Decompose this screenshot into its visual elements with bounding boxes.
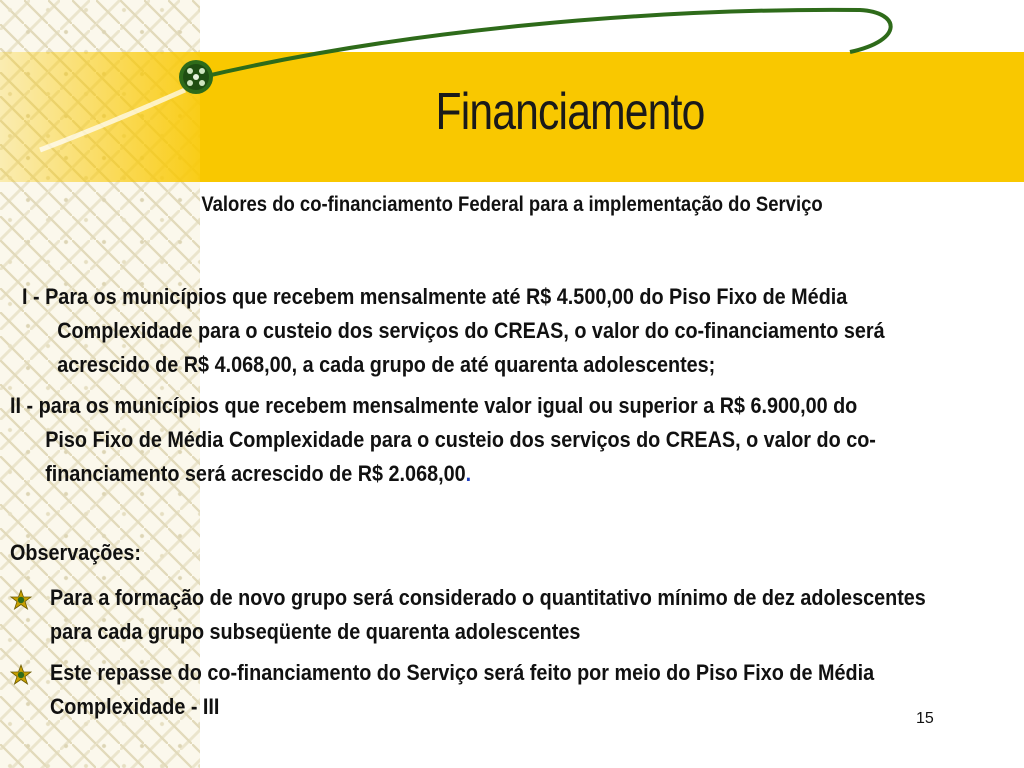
observations-label: Observações: [10,540,141,565]
paragraph-2-end: . [465,461,472,486]
slide-number: 15 [916,710,934,727]
bullet-item-2 [10,656,1010,724]
title-band-left [0,52,200,182]
bullet-2-text: Este repasse do co-financiamento do Serviço será feito por meio do Piso Fixo de Média Complexidade - III [50,660,875,719]
slide-subtitle: Valores do co-financiamento Federal para a implementação do Serviço [201,193,823,216]
bullet-1-text: Para a formação de novo grupo será considerado o quantitativo mínimo de dez adolescentes para cada grupo subseqüente de quarenta adolescentes [50,585,926,644]
paragraph-1-text: I - Para os municípios que recebem mensalmente até R$ 4.500,00 do Piso Fixo de Média Complexidade para o custeio dos serviços do CREAS, o valor do co-financiamento será acrescido de R$ 4.068,00, a cada grupo de até quarenta adolescentes; [22,284,885,377]
paragraph-2-wrap [10,389,890,491]
star-bullet-icon [10,589,32,611]
paragraph-2 [10,389,890,491]
top-margin [200,0,1024,52]
star-bullet-icon [10,664,32,686]
slide-title: Financiamento [435,83,705,141]
bullet-item-1 [10,581,1010,649]
paragraph-1 [22,280,902,382]
paragraph-2-text: II - para os municípios que recebem mensalmente valor igual ou superior a R$ 6.900,00 do Piso Fixo de Média Complexidade para o custeio dos serviços do CREAS, o valor do co-financiamento será acrescido de R$ 2.068,00 [10,393,876,486]
